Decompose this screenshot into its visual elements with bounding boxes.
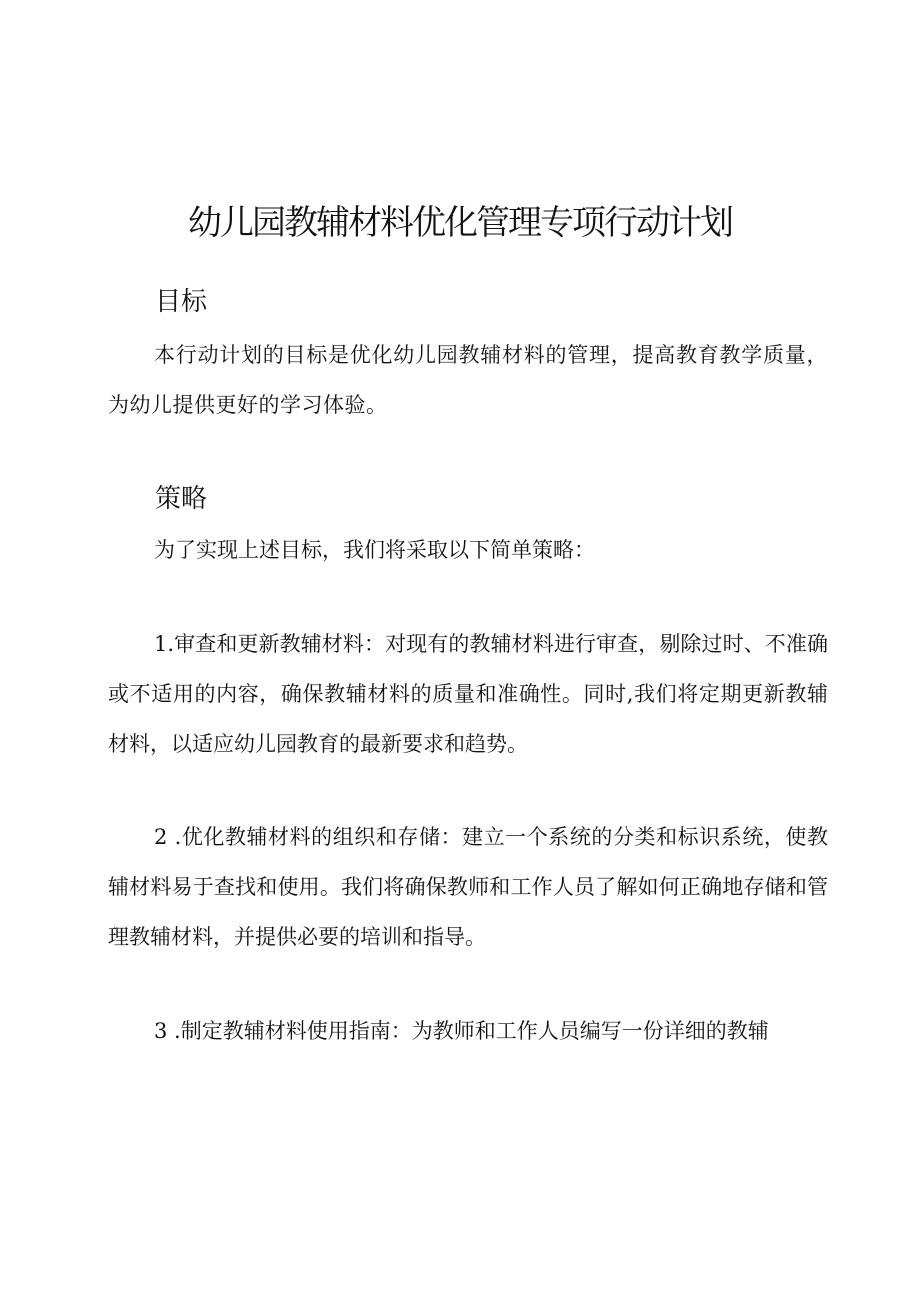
strategy-item-1: 1.审查和更新教辅材料：对现有的教辅材料进行审查，剔除过时、不准确或不适用的内容，确保教辅材料的质量和准确性。同时,我们将定期更新教辅材料，以适应幼儿园教育的最新要求和趋势。 (108, 632, 828, 756)
strategy-intro-paragraph: 为了实现上述目标，我们将采取以下简单策略： (154, 538, 595, 562)
document-title: 幼儿园教辅材料优化管理专项行动计划 (188, 202, 732, 243)
section-heading-goal: 目标 (155, 287, 208, 317)
section-heading-strategy: 策略 (155, 484, 208, 514)
goal-paragraph: 本行动计划的目标是优化幼儿园教辅材料的管理，提高教育教学质量，为幼儿提供更好的学习体验。 (108, 343, 828, 417)
strategy-item-3: 3 .制定教辅材料使用指南：为教师和工作人员编写一份详细的教辅 (154, 1019, 769, 1043)
strategy-item-2: 2 .优化教辅材料的组织和存储：建立一个系统的分类和标识系统，使教辅材料易于查找和使用。我们将确保教师和工作人员了解如何正确地存储和管理教辅材料，并提供必要的培训和指导。 (108, 825, 828, 949)
